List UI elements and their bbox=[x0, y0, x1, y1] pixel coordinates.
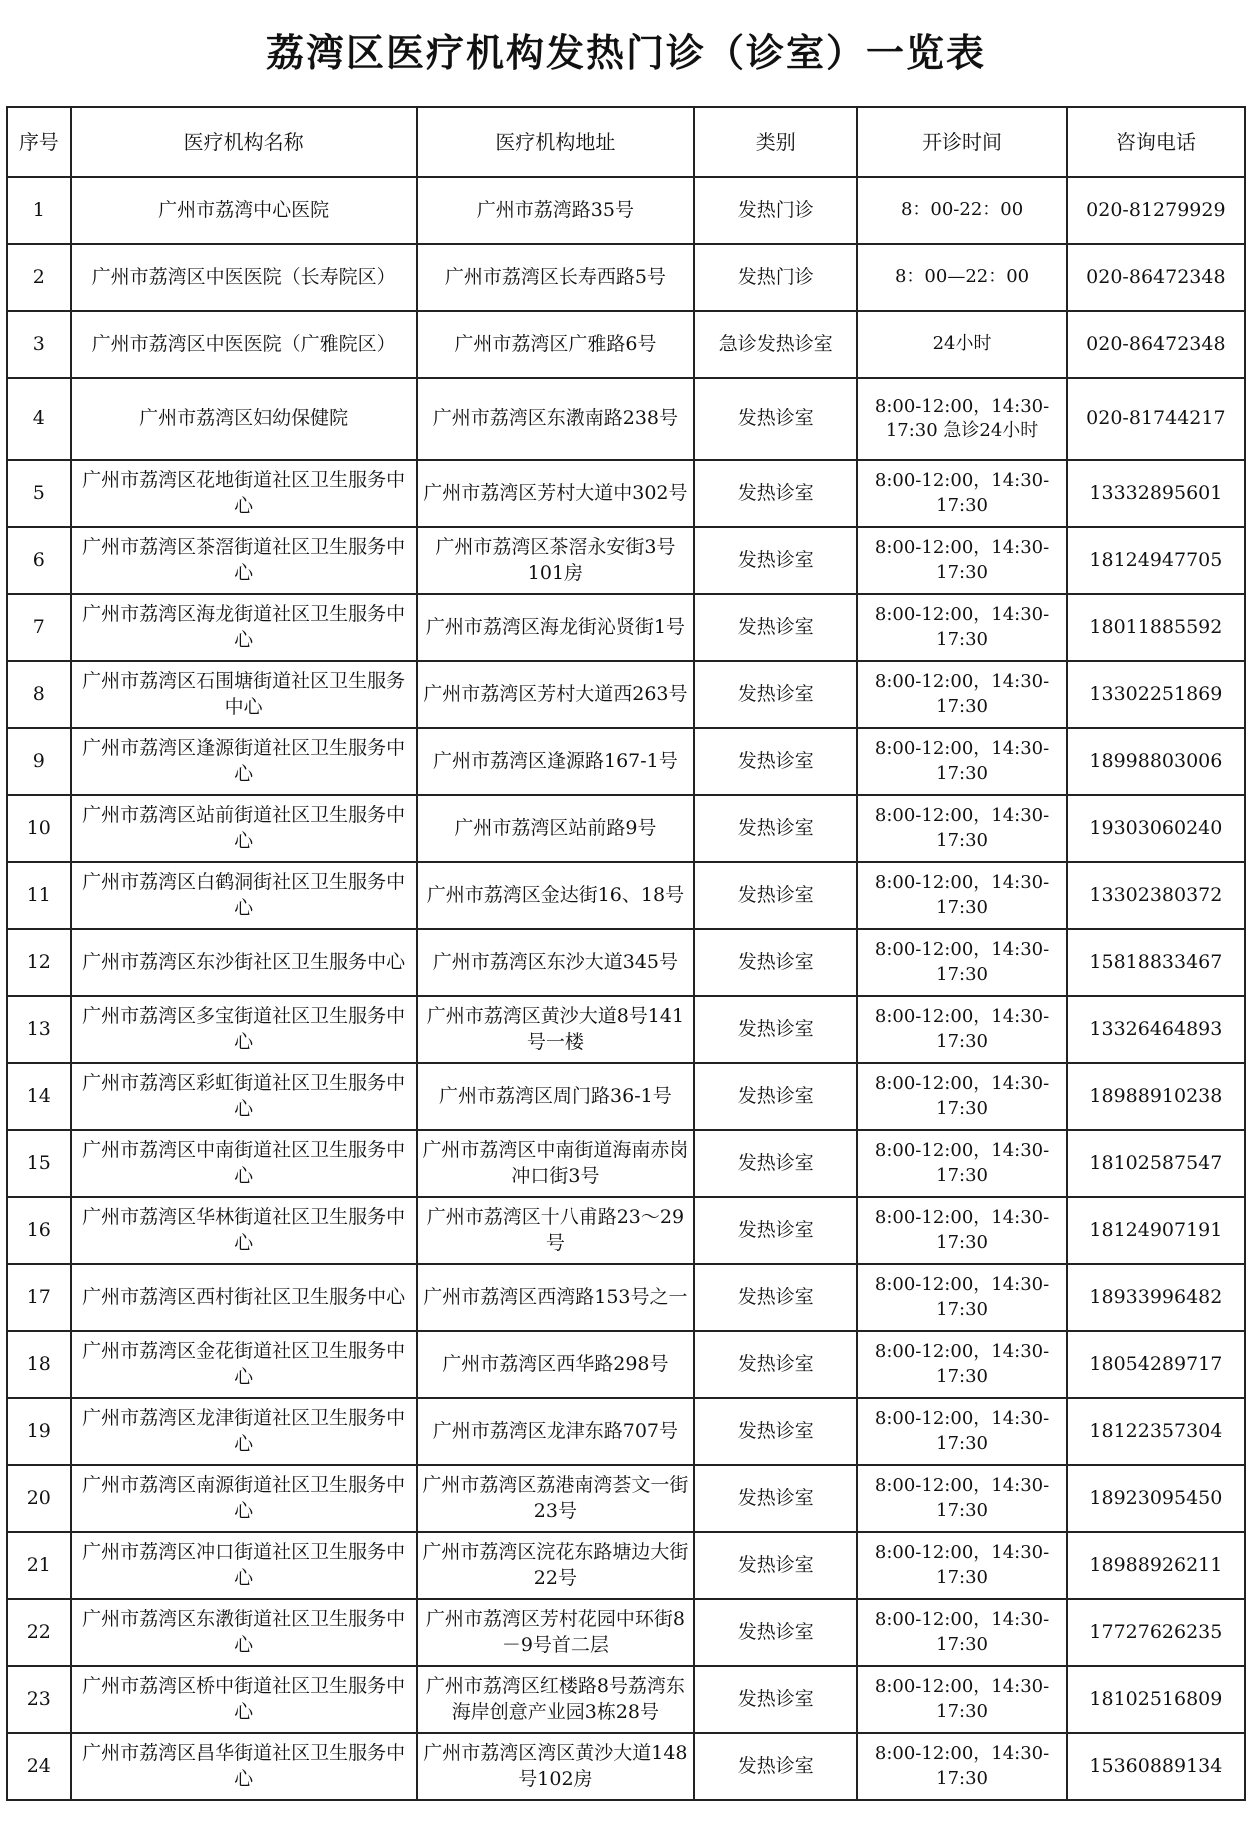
cell-phone: 18102516809 bbox=[1067, 1666, 1245, 1733]
table-row bbox=[7, 1733, 1245, 1800]
cell-index: 3 bbox=[7, 311, 71, 378]
table-row bbox=[7, 594, 1245, 661]
table-row bbox=[7, 728, 1245, 795]
cell-phone: 18988926211 bbox=[1067, 1532, 1245, 1599]
cell-hours: 8:00-12:00，14:30-17:30 bbox=[857, 728, 1066, 795]
cell-hours: 8:00-12:00，14:30-17:30 bbox=[857, 1197, 1066, 1264]
cell-type: 发热诊室 bbox=[694, 527, 857, 594]
cell-index: 6 bbox=[7, 527, 71, 594]
cell-hours: 8:00-12:00，14:30-17:30 bbox=[857, 1532, 1066, 1599]
cell-address: 广州市荔湾区芳村花园中环街8－9号首二层 bbox=[417, 1599, 695, 1666]
cell-phone: 15818833467 bbox=[1067, 929, 1245, 996]
cell-institution-name: 广州市荔湾区冲口街道社区卫生服务中心 bbox=[71, 1532, 417, 1599]
table-row bbox=[7, 311, 1245, 378]
cell-hours: 8:00-12:00，14:30-17:30 bbox=[857, 661, 1066, 728]
cell-institution-name: 广州市荔湾区花地街道社区卫生服务中心 bbox=[71, 460, 417, 527]
cell-institution-name: 广州市荔湾区中医医院（长寿院区） bbox=[71, 244, 417, 311]
cell-phone: 18124907191 bbox=[1067, 1197, 1245, 1264]
cell-address: 广州市荔湾区广雅路6号 bbox=[417, 311, 695, 378]
cell-address: 广州市荔湾区西湾路153号之一 bbox=[417, 1264, 695, 1331]
cell-address: 广州市荔湾区长寿西路5号 bbox=[417, 244, 695, 311]
cell-type: 发热诊室 bbox=[694, 862, 857, 929]
cell-address: 广州市荔湾区周门路36-1号 bbox=[417, 1063, 695, 1130]
table-row bbox=[7, 661, 1245, 728]
cell-phone: 17727626235 bbox=[1067, 1599, 1245, 1666]
table-row bbox=[7, 1197, 1245, 1264]
cell-hours: 8:00-12:00，14:30-17:30 bbox=[857, 862, 1066, 929]
cell-index: 22 bbox=[7, 1599, 71, 1666]
clinic-table bbox=[6, 106, 1246, 1801]
cell-type: 发热诊室 bbox=[694, 378, 857, 460]
cell-hours: 8:00-12:00，14:30-17:30 bbox=[857, 1063, 1066, 1130]
table-row bbox=[7, 1130, 1245, 1197]
cell-index: 8 bbox=[7, 661, 71, 728]
cell-index: 4 bbox=[7, 378, 71, 460]
cell-address: 广州市荔湾区东漖南路238号 bbox=[417, 378, 695, 460]
cell-institution-name: 广州市荔湾中心医院 bbox=[71, 177, 417, 244]
cell-phone: 13302251869 bbox=[1067, 661, 1245, 728]
cell-type: 发热诊室 bbox=[694, 1398, 857, 1465]
cell-type: 发热诊室 bbox=[694, 594, 857, 661]
table-row bbox=[7, 244, 1245, 311]
cell-type: 发热诊室 bbox=[694, 1666, 857, 1733]
cell-institution-name: 广州市荔湾区石围塘街道社区卫生服务中心 bbox=[71, 661, 417, 728]
table-row bbox=[7, 1599, 1245, 1666]
table-row bbox=[7, 1264, 1245, 1331]
table-row bbox=[7, 996, 1245, 1063]
cell-phone: 18933996482 bbox=[1067, 1264, 1245, 1331]
cell-type: 急诊发热诊室 bbox=[694, 311, 857, 378]
cell-phone: 18054289717 bbox=[1067, 1331, 1245, 1398]
cell-institution-name: 广州市荔湾区桥中街道社区卫生服务中心 bbox=[71, 1666, 417, 1733]
cell-address: 广州市荔湾区海龙街沁贤街1号 bbox=[417, 594, 695, 661]
cell-institution-name: 广州市荔湾区金花街道社区卫生服务中心 bbox=[71, 1331, 417, 1398]
cell-type: 发热诊室 bbox=[694, 1331, 857, 1398]
cell-type: 发热门诊 bbox=[694, 177, 857, 244]
cell-address: 广州市荔湾区逢源路167-1号 bbox=[417, 728, 695, 795]
cell-hours: 24小时 bbox=[857, 311, 1066, 378]
cell-hours: 8:00-12:00，14:30-17:30 bbox=[857, 1465, 1066, 1532]
cell-type: 发热诊室 bbox=[694, 1465, 857, 1532]
cell-hours: 8:00-12:00，14:30-17:30 bbox=[857, 1599, 1066, 1666]
cell-type: 发热诊室 bbox=[694, 1063, 857, 1130]
cell-type: 发热诊室 bbox=[694, 728, 857, 795]
cell-address: 广州市荔湾区茶滘永安街3号101房 bbox=[417, 527, 695, 594]
cell-address: 广州市荔湾区站前路9号 bbox=[417, 795, 695, 862]
cell-institution-name: 广州市荔湾区逢源街道社区卫生服务中心 bbox=[71, 728, 417, 795]
cell-phone: 18124947705 bbox=[1067, 527, 1245, 594]
cell-institution-name: 广州市荔湾区中医医院（广雅院区） bbox=[71, 311, 417, 378]
cell-address: 广州市荔湾区金达街16、18号 bbox=[417, 862, 695, 929]
cell-address: 广州市荔湾区芳村大道中302号 bbox=[417, 460, 695, 527]
cell-address: 广州市荔湾区东沙大道345号 bbox=[417, 929, 695, 996]
cell-index: 20 bbox=[7, 1465, 71, 1532]
cell-institution-name: 广州市荔湾区海龙街道社区卫生服务中心 bbox=[71, 594, 417, 661]
cell-index: 10 bbox=[7, 795, 71, 862]
cell-hours: 8:00-12:00，14:30-17:30 bbox=[857, 795, 1066, 862]
cell-type: 发热诊室 bbox=[694, 1733, 857, 1800]
header-type: 类别 bbox=[694, 107, 857, 177]
cell-institution-name: 广州市荔湾区妇幼保健院 bbox=[71, 378, 417, 460]
table-row bbox=[7, 1063, 1245, 1130]
cell-index: 21 bbox=[7, 1532, 71, 1599]
cell-type: 发热诊室 bbox=[694, 996, 857, 1063]
cell-institution-name: 广州市荔湾区南源街道社区卫生服务中心 bbox=[71, 1465, 417, 1532]
header-name: 医疗机构名称 bbox=[71, 107, 417, 177]
cell-institution-name: 广州市荔湾区东沙街社区卫生服务中心 bbox=[71, 929, 417, 996]
cell-institution-name: 广州市荔湾区华林街道社区卫生服务中心 bbox=[71, 1197, 417, 1264]
cell-phone: 18923095450 bbox=[1067, 1465, 1245, 1532]
cell-institution-name: 广州市荔湾区白鹤洞街社区卫生服务中心 bbox=[71, 862, 417, 929]
cell-hours: 8:00-12:00，14:30-17:30 bbox=[857, 1666, 1066, 1733]
cell-phone: 020-86472348 bbox=[1067, 311, 1245, 378]
cell-phone: 020-81744217 bbox=[1067, 378, 1245, 460]
cell-hours: 8:00-12:00，14:30-17:30 bbox=[857, 1130, 1066, 1197]
cell-phone: 15360889134 bbox=[1067, 1733, 1245, 1800]
page-title: 荔湾区医疗机构发热门诊（诊室）一览表 bbox=[265, 30, 986, 75]
cell-phone: 020-86472348 bbox=[1067, 244, 1245, 311]
cell-hours: 8：00—22：00 bbox=[857, 244, 1066, 311]
cell-address: 广州市荔湾区湾区黄沙大道148号102房 bbox=[417, 1733, 695, 1800]
cell-phone: 18122357304 bbox=[1067, 1398, 1245, 1465]
cell-type: 发热诊室 bbox=[694, 1264, 857, 1331]
cell-type: 发热诊室 bbox=[694, 460, 857, 527]
table-row bbox=[7, 1532, 1245, 1599]
cell-index: 13 bbox=[7, 996, 71, 1063]
cell-institution-name: 广州市荔湾区昌华街道社区卫生服务中心 bbox=[71, 1733, 417, 1800]
header-index: 序号 bbox=[7, 107, 71, 177]
cell-institution-name: 广州市荔湾区龙津街道社区卫生服务中心 bbox=[71, 1398, 417, 1465]
cell-address: 广州市荔湾区黄沙大道8号141号一楼 bbox=[417, 996, 695, 1063]
cell-institution-name: 广州市荔湾区中南街道社区卫生服务中心 bbox=[71, 1130, 417, 1197]
cell-index: 16 bbox=[7, 1197, 71, 1264]
cell-address: 广州市荔湾区中南街道海南赤岗冲口街3号 bbox=[417, 1130, 695, 1197]
table-row bbox=[7, 378, 1245, 460]
cell-index: 17 bbox=[7, 1264, 71, 1331]
cell-address: 广州市荔湾区荔港南湾荟文一街23号 bbox=[417, 1465, 695, 1532]
table-row bbox=[7, 177, 1245, 244]
cell-hours: 8：00-22：00 bbox=[857, 177, 1066, 244]
cell-phone: 18011885592 bbox=[1067, 594, 1245, 661]
table-row bbox=[7, 862, 1245, 929]
cell-address: 广州市荔湾区龙津东路707号 bbox=[417, 1398, 695, 1465]
cell-index: 7 bbox=[7, 594, 71, 661]
cell-hours: 8:00-12:00，14:30-17:30 bbox=[857, 594, 1066, 661]
cell-phone: 13332895601 bbox=[1067, 460, 1245, 527]
cell-phone: 18988910238 bbox=[1067, 1063, 1245, 1130]
cell-phone: 18102587547 bbox=[1067, 1130, 1245, 1197]
cell-hours: 8:00-12:00，14:30-17:30 bbox=[857, 1733, 1066, 1800]
cell-index: 12 bbox=[7, 929, 71, 996]
cell-type: 发热诊室 bbox=[694, 661, 857, 728]
table-row bbox=[7, 1331, 1245, 1398]
cell-hours: 8:00-12:00，14:30-17:30 bbox=[857, 1264, 1066, 1331]
cell-institution-name: 广州市荔湾区彩虹街道社区卫生服务中心 bbox=[71, 1063, 417, 1130]
table-body bbox=[7, 177, 1245, 1800]
cell-type: 发热诊室 bbox=[694, 929, 857, 996]
cell-hours: 8:00-12:00，14:30-17:30 bbox=[857, 929, 1066, 996]
cell-type: 发热诊室 bbox=[694, 1532, 857, 1599]
cell-phone: 13302380372 bbox=[1067, 862, 1245, 929]
table-row bbox=[7, 1465, 1245, 1532]
table-row bbox=[7, 929, 1245, 996]
cell-type: 发热诊室 bbox=[694, 1599, 857, 1666]
table-row bbox=[7, 527, 1245, 594]
cell-index: 23 bbox=[7, 1666, 71, 1733]
cell-index: 2 bbox=[7, 244, 71, 311]
cell-phone: 18998803006 bbox=[1067, 728, 1245, 795]
cell-institution-name: 广州市荔湾区多宝街道社区卫生服务中心 bbox=[71, 996, 417, 1063]
cell-institution-name: 广州市荔湾区西村街社区卫生服务中心 bbox=[71, 1264, 417, 1331]
cell-index: 15 bbox=[7, 1130, 71, 1197]
cell-phone: 13326464893 bbox=[1067, 996, 1245, 1063]
cell-address: 广州市荔湾区十八甫路23～29号 bbox=[417, 1197, 695, 1264]
cell-index: 11 bbox=[7, 862, 71, 929]
cell-institution-name: 广州市荔湾区站前街道社区卫生服务中心 bbox=[71, 795, 417, 862]
cell-institution-name: 广州市荔湾区东漖街道社区卫生服务中心 bbox=[71, 1599, 417, 1666]
header-hours: 开诊时间 bbox=[857, 107, 1066, 177]
cell-address: 广州市荔湾区芳村大道西263号 bbox=[417, 661, 695, 728]
cell-hours: 8:00-12:00，14:30-17:30 bbox=[857, 460, 1066, 527]
cell-phone: 19303060240 bbox=[1067, 795, 1245, 862]
cell-type: 发热诊室 bbox=[694, 795, 857, 862]
cell-index: 14 bbox=[7, 1063, 71, 1130]
cell-hours: 8:00-12:00，14:30-17:30 bbox=[857, 1398, 1066, 1465]
cell-type: 发热门诊 bbox=[694, 244, 857, 311]
table-header-row bbox=[7, 107, 1245, 177]
header-address: 医疗机构地址 bbox=[417, 107, 695, 177]
cell-hours: 8:00-12:00，14:30-17:30 急诊24小时 bbox=[857, 378, 1066, 460]
cell-index: 5 bbox=[7, 460, 71, 527]
table-row bbox=[7, 460, 1245, 527]
cell-index: 1 bbox=[7, 177, 71, 244]
cell-hours: 8:00-12:00，14:30-17:30 bbox=[857, 996, 1066, 1063]
cell-address: 广州市荔湾路35号 bbox=[417, 177, 695, 244]
cell-index: 9 bbox=[7, 728, 71, 795]
cell-address: 广州市荔湾区浣花东路塘边大街22号 bbox=[417, 1532, 695, 1599]
table-row bbox=[7, 1398, 1245, 1465]
cell-index: 18 bbox=[7, 1331, 71, 1398]
cell-phone: 020-81279929 bbox=[1067, 177, 1245, 244]
cell-hours: 8:00-12:00，14:30-17:30 bbox=[857, 1331, 1066, 1398]
cell-institution-name: 广州市荔湾区茶滘街道社区卫生服务中心 bbox=[71, 527, 417, 594]
cell-address: 广州市荔湾区西华路298号 bbox=[417, 1331, 695, 1398]
cell-index: 19 bbox=[7, 1398, 71, 1465]
table-row bbox=[7, 1666, 1245, 1733]
table-row bbox=[7, 795, 1245, 862]
cell-hours: 8:00-12:00，14:30-17:30 bbox=[857, 527, 1066, 594]
cell-type: 发热诊室 bbox=[694, 1197, 857, 1264]
cell-index: 24 bbox=[7, 1733, 71, 1800]
cell-type: 发热诊室 bbox=[694, 1130, 857, 1197]
cell-address: 广州市荔湾区红楼路8号荔湾东海岸创意产业园3栋28号 bbox=[417, 1666, 695, 1733]
header-phone: 咨询电话 bbox=[1067, 107, 1245, 177]
